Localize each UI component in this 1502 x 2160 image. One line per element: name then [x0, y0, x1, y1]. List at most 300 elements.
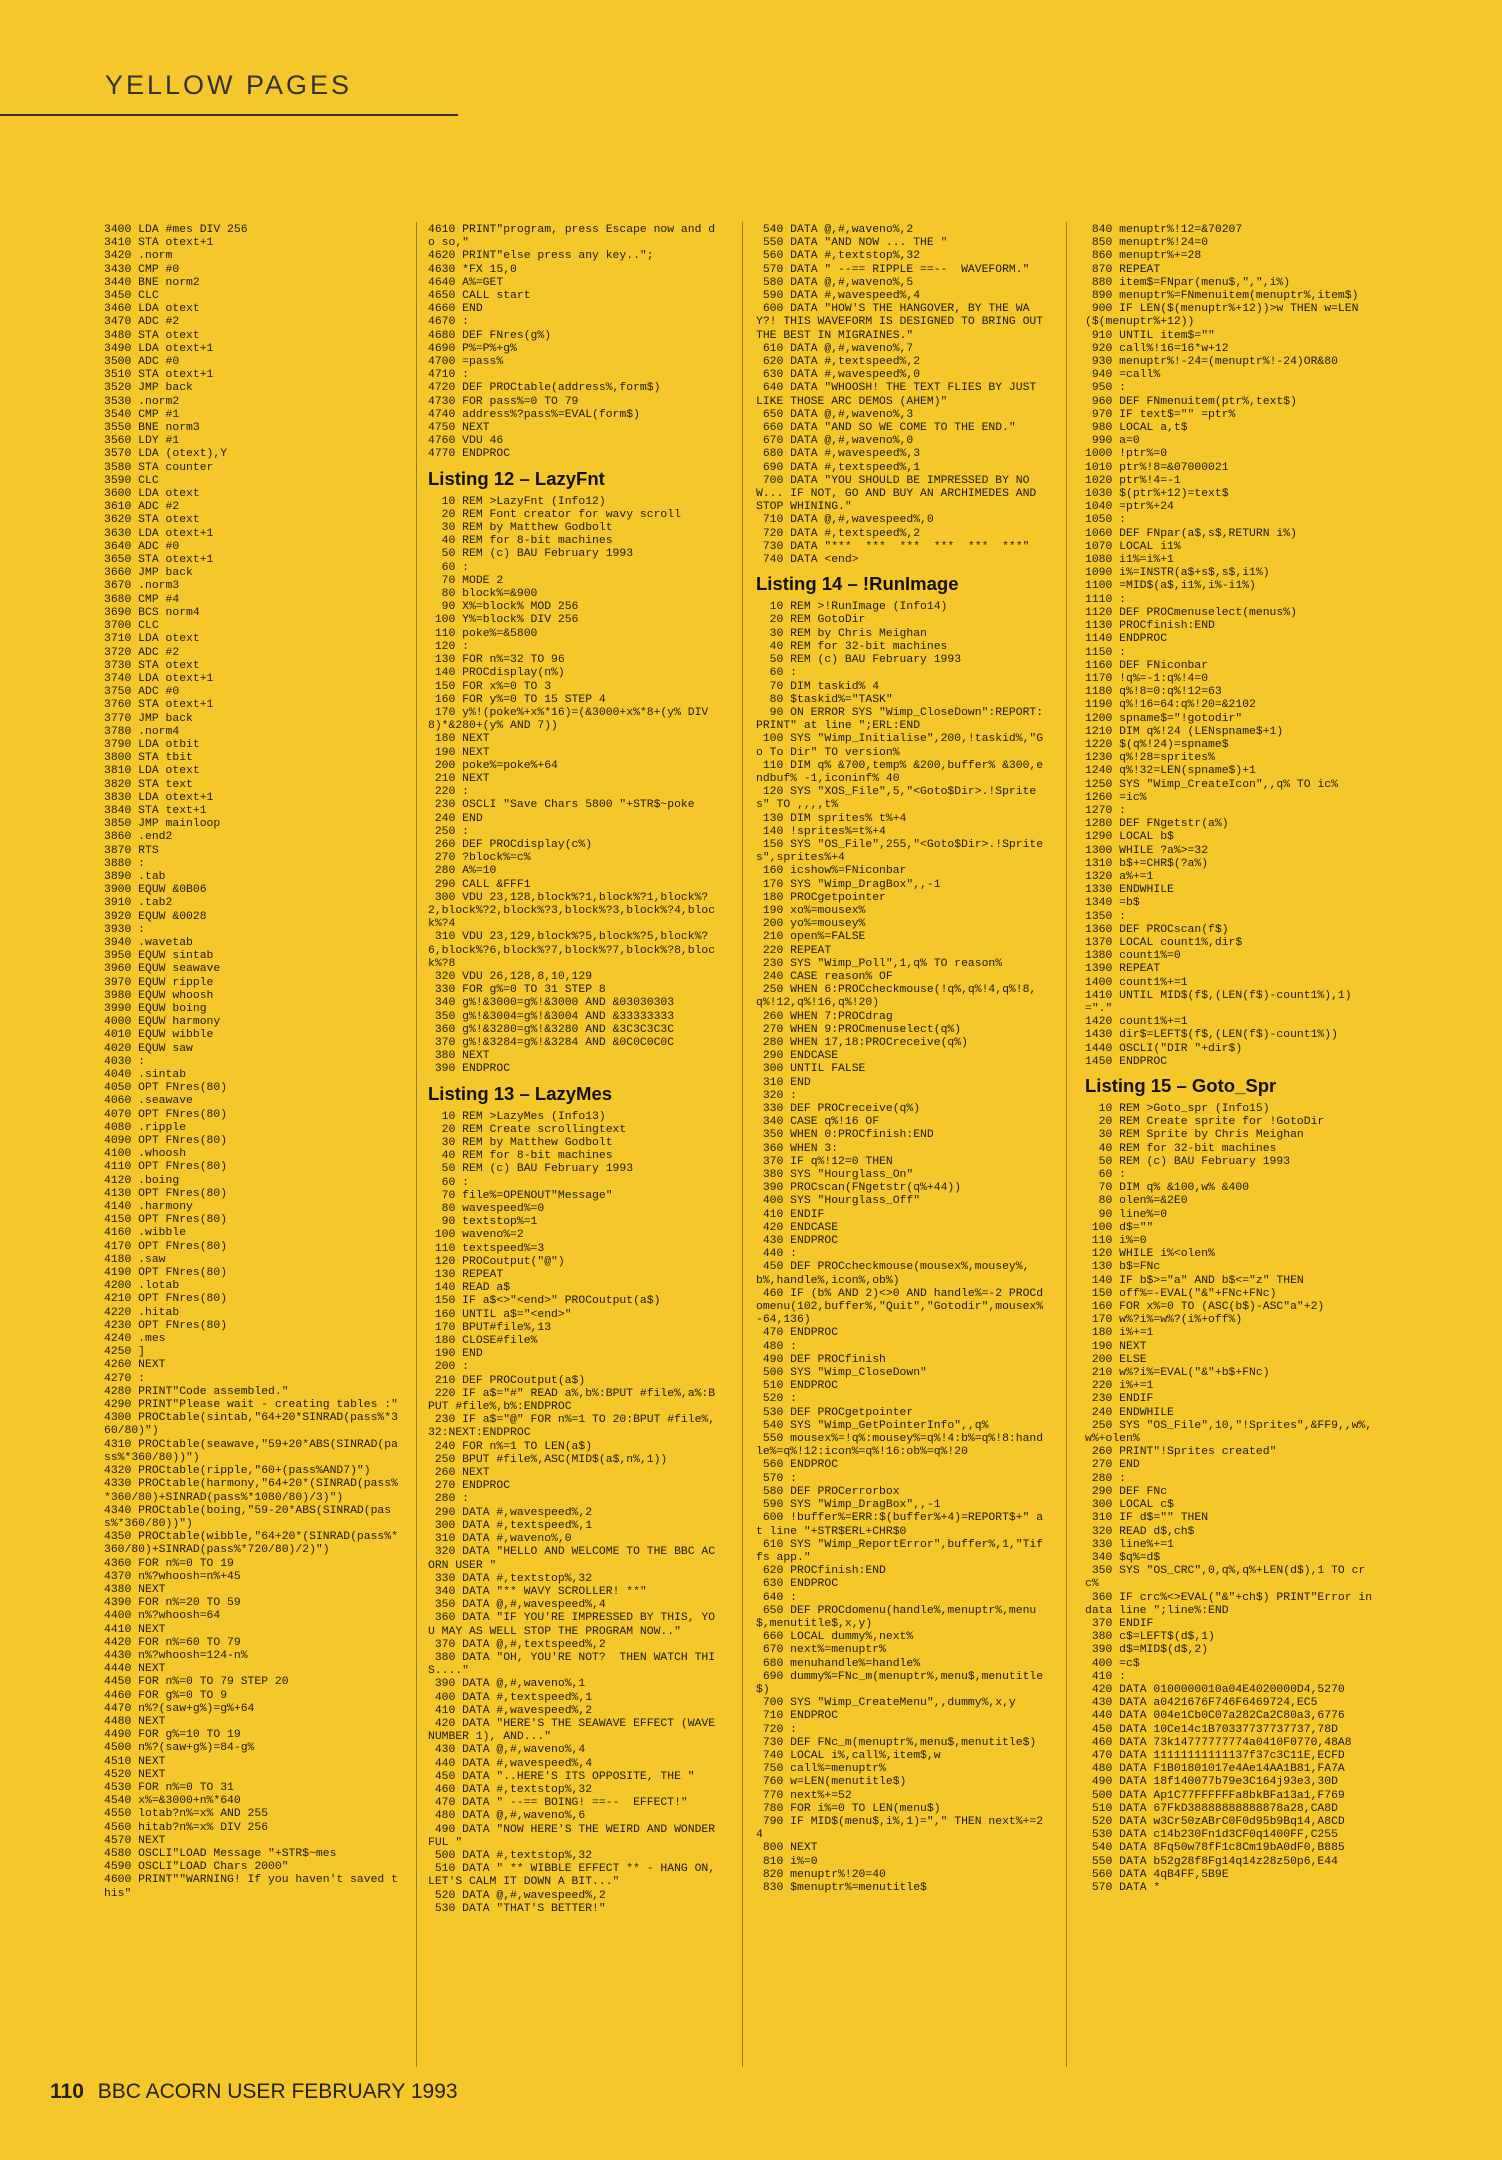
code-line: 390 d$=MID$(d$,2) [1085, 1644, 1209, 1657]
code-line: 890 menuptr%=FNmenuitem(menuptr%,item$) [1085, 290, 1359, 303]
code-line: 4430 n%?whoosh=124-n% [104, 1649, 248, 1662]
code-line: 1240 q%!32=LEN(spname$)+1 [1085, 765, 1256, 778]
code-line: 4710 : [428, 369, 470, 382]
code-line: 70 MODE 2 [428, 574, 504, 587]
code-line: 470 ENDPROC [756, 1327, 839, 1340]
code-line: 4510 NEXT [104, 1755, 166, 1768]
code-line: 3550 BNE norm3 [104, 422, 200, 435]
code-line: 350 DATA @,#,wavespeed%,4 [428, 1599, 606, 1612]
code-line: 3820 STA text [104, 778, 193, 791]
code-line: 1070 LOCAL i1% [1085, 540, 1181, 553]
code-line: 410 DATA #,wavespeed%,2 [428, 1704, 593, 1717]
code-line: 3790 LDA otbit [104, 738, 200, 751]
code-line: 350 SYS "OS_CRC",0,q%,q%+LEN(d$),1 TO crc% [1085, 1565, 1366, 1591]
code-line: 4680 DEF FNres(g%) [428, 329, 552, 342]
code-line: 420 DATA 0100000010a04E4020000D4,5270 [1085, 1683, 1345, 1696]
code-line: 170 SYS "Wimp_DragBox",,-1 [756, 878, 941, 891]
code-line: 490 DATA "NOW HERE'S THE WEIRD AND WONDERFUL " [428, 1823, 716, 1849]
code-line: 20 REM Font creator for wavy scroll [428, 508, 681, 521]
listing-heading: Listing 13 – LazyMes [428, 1082, 613, 1104]
code-line: 150 IF a$<>"<end>" PROCoutput(a$) [428, 1295, 661, 1308]
code-line: 1280 DEF FNgetstr(a%) [1085, 818, 1229, 831]
code-line: 3780 .norm4 [104, 725, 180, 738]
code-line: 4270 : [104, 1372, 146, 1385]
code-line: 3860 .end2 [104, 831, 173, 844]
code-line: 40 REM for 8-bit machines [428, 535, 613, 548]
code-line: 980 LOCAL a,t$ [1085, 422, 1188, 435]
code-line: 4280 PRINT"Code assembled." [104, 1385, 289, 1398]
code-line: 700 DATA "YOU SHOULD BE IMPRESSED BY NOW... IF NOT, GO AND BUY AN ARCHIMEDES AND STOP WHINING." [756, 474, 1044, 514]
code-line: 4300 PROCtable(sintab,"64+20*SINRAD(pass%*360/80)") [104, 1412, 398, 1438]
code-line: 320 READ d$,ch$ [1085, 1525, 1195, 1538]
code-line: 50 REM (c) BAU February 1993 [756, 654, 962, 667]
code-line: 3600 LDA otext [104, 488, 200, 501]
code-line: 170 BPUT#file%,13 [428, 1321, 552, 1334]
code-line: 510 DATA 67FkD38888888888878a28,CA8D [1085, 1802, 1338, 1815]
code-line: 4720 DEF PROCtable(address%,form$) [428, 382, 661, 395]
code-line: 580 DEF PROCerrorbox [756, 1485, 900, 1498]
code-line: 3850 JMP mainloop [104, 818, 221, 831]
code-line: 650 DATA @,#,waveno%,3 [756, 408, 914, 421]
code-line: 4060 .seawave [104, 1095, 193, 1108]
code-line: 370 g%!&3284=g%!&3284 AND &0C0C0C0C [428, 1036, 675, 1049]
code-line: 490 DATA 18f140077b79e3C164j93e3,30D [1085, 1776, 1338, 1789]
code-line: 280 : [428, 1493, 470, 1506]
code-line: 4390 FOR n%=20 TO 59 [104, 1597, 241, 1610]
code-line: 650 DEF PROCdomenu(handle%,menuptr%,menu$,menutitle$,x,y) [756, 1604, 1037, 1630]
code-line: 4290 PRINT"Please wait - creating tables :" [104, 1399, 398, 1412]
code-line: 3420 .norm [104, 250, 173, 263]
code-line: 360 g%!&3280=g%!&3280 AND &3C3C3C3C [428, 1023, 675, 1036]
listing-column-4 [1085, 224, 1379, 1895]
code-line: 10 REM >LazyMes (Info13) [428, 1110, 606, 1123]
code-line: 4150 OPT FNres(80) [104, 1214, 228, 1227]
code-line: 220 i%+=1 [1085, 1380, 1154, 1393]
code-line: 70 file%=OPENOUT"Message" [428, 1189, 613, 1202]
code-line: 4030 : [104, 1055, 146, 1068]
code-line: 4660 END [428, 303, 483, 316]
code-line: 3880 : [104, 857, 146, 870]
code-line: 4590 OSCLI"LOAD Chars 2000" [104, 1861, 289, 1874]
code-line: 860 menuptr%+=28 [1085, 250, 1202, 263]
code-line: 230 IF a$="@" FOR n%=1 TO 20:BPUT #file%,32:NEXT:ENDPROC [428, 1414, 716, 1440]
code-line: 170 y%!(poke%+x%*16)=(&3000+x%*8+(y% DIV 8)*&280+(y% AND 7)) [428, 706, 716, 733]
code-line: 560 DATA 4qB4FF,5B9E [1085, 1868, 1229, 1881]
code-line: 200 ELSE [1085, 1353, 1147, 1366]
code-line: 260 DEF PROCdisplay(c%) [428, 838, 593, 851]
code-line: 4470 n%?(saw+g%)=g%+64 [104, 1702, 255, 1715]
code-line: 100 Y%=block% DIV 256 [428, 614, 579, 627]
code-line: 250 SYS "OS_File",10,"!Sprites",&FF9,,w%,w%+olen% [1085, 1419, 1373, 1446]
code-line: 970 IF text$="" =ptr% [1085, 408, 1236, 421]
code-line: 680 DATA #,wavespeed%,3 [756, 448, 921, 461]
code-line: 320 VDU 26,128,8,10,129 [428, 970, 593, 983]
code-line: 40 REM for 8-bit machines [428, 1150, 613, 1163]
code-line: 180 PROCgetpointer [756, 891, 886, 904]
code-line: 940 =call% [1085, 369, 1161, 382]
code-line: 280 A%=10 [428, 865, 497, 878]
code-line: 3980 EQUW whoosh [104, 989, 214, 1002]
code-line: 190 NEXT [1085, 1340, 1147, 1353]
code-line: 520 DATA @,#,wavespeed%,2 [428, 1889, 606, 1902]
code-line: 770 next%+=52 [756, 1789, 852, 1802]
code-line: 3750 ADC #0 [104, 686, 180, 699]
code-line: 4080 .ripple [104, 1121, 187, 1134]
code-line: 3800 STA tbit [104, 752, 193, 765]
listing-column-3 [756, 224, 1050, 1895]
code-line: 3940 .wavetab [104, 936, 193, 949]
code-line: 3680 CMP #4 [104, 593, 180, 606]
code-line: 850 menuptr%!24=0 [1085, 237, 1209, 250]
code-line: 160 icshow%=FNiconbar [756, 865, 907, 878]
code-line: 4310 PROCtable(seawave,"59+20*ABS(SINRAD(pass%*360/80))") [104, 1438, 398, 1464]
code-line: 4600 PRINT""WARNING! If you haven't saved this" [104, 1874, 398, 1900]
code-line: 460 IF (b% AND 2)<>0 AND handle%=-2 PROCdomenu(102,buffer%,"Quit","Gotodir",mousex%-64,136) [756, 1287, 1044, 1327]
code-line: 810 i%=0 [756, 1855, 818, 1868]
code-line: 610 DATA @,#,waveno%,7 [756, 342, 914, 355]
code-line: 90 line%=0 [1085, 1208, 1168, 1221]
code-line: 700 SYS "Wimp_CreateMenu",,dummy%,x,y [756, 1697, 1016, 1710]
code-line: 110 i%=0 [1085, 1235, 1147, 1248]
code-line: 4140 .harmony [104, 1201, 193, 1214]
code-line: 620 PROCfinish:END [756, 1565, 886, 1578]
code-line: 4220 .hitab [104, 1306, 180, 1319]
column-divider [742, 222, 743, 2067]
code-line: 1060 DEF FNpar(a$,s$,RETURN i%) [1085, 527, 1297, 540]
code-line: 540 SYS "Wimp_GetPointerInfo",,q% [756, 1419, 989, 1432]
code-line: 1320 a%+=1 [1085, 870, 1154, 883]
code-line: 250 BPUT #file%,ASC(MID$(a$,n%,1)) [428, 1453, 668, 1466]
code-line: 4700 =pass% [428, 356, 504, 369]
code-line: 870 REPEAT [1085, 263, 1161, 276]
code-line: 3500 ADC #0 [104, 356, 180, 369]
code-line: 1000 !ptr%=0 [1085, 448, 1168, 461]
code-line: 3480 STA otext [104, 329, 200, 342]
code-line: 210 NEXT [428, 772, 490, 785]
code-line: 370 IF q%!12=0 THEN [756, 1155, 893, 1168]
code-line: 480 DATA @,#,waveno%,6 [428, 1810, 586, 1823]
code-line: 30 REM by Chris Meighan [756, 627, 927, 640]
column-divider [416, 222, 417, 2067]
code-line: 250 WHEN 6:PROCcheckmouse(!q%,q%!4,q%!8,q%!12,q%!16,q%!20) [756, 984, 1037, 1010]
listing-column-1 [104, 224, 404, 1901]
code-line: 4010 EQUW wibble [104, 1029, 214, 1042]
code-line: 290 ENDCASE [756, 1050, 839, 1063]
code-line: 560 DATA #,textstop%,32 [756, 250, 921, 263]
code-line: 1380 count1%=0 [1085, 950, 1181, 963]
page-number: 110 [50, 2080, 84, 2103]
code-line: 3720 ADC #2 [104, 646, 180, 659]
code-line: 530 DATA "THAT'S BETTER!" [428, 1902, 606, 1915]
code-line: 510 DATA " ** WIBBLE EFFECT ** - HANG ON, LET'S CALM IT DOWN A BIT..." [428, 1863, 722, 1889]
code-line: 290 DATA #,wavespeed%,2 [428, 1506, 593, 1519]
code-line: 380 NEXT [428, 1050, 490, 1063]
code-line: 4520 NEXT [104, 1768, 166, 1781]
code-line: 50 REM (c) BAU February 1993 [428, 1163, 634, 1176]
code-line: 720 DATA #,textspeed%,2 [756, 527, 921, 540]
code-line: 1360 DEF PROCscan(f$) [1085, 923, 1229, 936]
code-line: 30 REM by Matthew Godbolt [428, 522, 613, 535]
code-line: 900 IF LEN($(menuptr%+12))>w THEN w=LEN($(menuptr%+12)) [1085, 303, 1359, 329]
code-line: 3430 CMP #0 [104, 263, 180, 276]
code-line: 520 DATA w3Cr50zABrC0F0d95b9Bq14,A8CD [1085, 1815, 1345, 1828]
code-line: 330 line%+=1 [1085, 1538, 1174, 1551]
code-line: 310 IF d$="" THEN [1085, 1512, 1209, 1525]
code-line: 4760 VDU 46 [428, 435, 504, 448]
code-line: 800 NEXT [756, 1842, 818, 1855]
code-line: 4540 x%=&3000+n%*640 [104, 1795, 241, 1808]
code-line: 120 : [428, 640, 470, 653]
code-line: 1050 : [1085, 514, 1127, 527]
code-line: 1030 $(ptr%+12)=text$ [1085, 488, 1229, 501]
code-line: 80 block%=&900 [428, 588, 538, 601]
code-line: 340 CASE q%!16 OF [756, 1116, 880, 1129]
code-line: 380 DATA "OH, YOU'RE NOT? THEN WATCH THIS...." [428, 1651, 716, 1678]
code-line: 150 FOR x%=0 TO 3 [428, 680, 552, 693]
code-line: 100 d$="" [1085, 1221, 1154, 1234]
code-line: 360 DATA "IF YOU'RE IMPRESSED BY THIS, YOU MAY AS WELL STOP THE PROGRAM NOW.." [428, 1612, 716, 1638]
code-line: 1420 count1%+=1 [1085, 1016, 1188, 1029]
code-line: 310 VDU 23,129,block%?5,block%?5,block%?6,block%?6,block%?7,block%?7,block%?8,block%?8 [428, 931, 716, 970]
code-line: 4630 *FX 15,0 [428, 263, 517, 276]
code-line: 220 IF a$="#" READ a%,b%:BPUT #file%,a%:BPUT #file%,b%:ENDPROC [428, 1387, 716, 1414]
code-line: 4200 .lotab [104, 1280, 180, 1293]
code-line: 130 b$=FNc [1085, 1261, 1161, 1274]
code-line: 1120 DEF PROCmenuselect(menus%) [1085, 606, 1297, 619]
code-line: 4400 n%?whoosh=64 [104, 1610, 221, 1623]
code-line: 710 ENDPROC [756, 1710, 839, 1723]
code-line: 530 DATA c14b230Fn1d3CF0q1400FF,C255 [1085, 1829, 1338, 1842]
code-line: 4650 CALL start [428, 290, 531, 303]
code-line: 210 w%?i%=EVAL("&"+b$+FNc) [1085, 1367, 1270, 1380]
code-line: 590 SYS "Wimp_DragBox",,-1 [756, 1499, 941, 1512]
code-line: 370 ENDIF [1085, 1617, 1154, 1630]
code-line: 420 ENDCASE [756, 1221, 839, 1234]
code-line: 3760 STA otext+1 [104, 699, 214, 712]
code-line: 4750 NEXT [428, 422, 490, 435]
code-line: 440 DATA 004e1Cb0C07a282Ca2C80a3,6776 [1085, 1710, 1345, 1723]
code-line: 1110 : [1085, 593, 1127, 606]
code-line: 880 item$=FNpar(menu$,",",i%) [1085, 276, 1291, 289]
code-line: 680 menuhandle%=handle% [756, 1657, 921, 1670]
code-line: 920 call%!16=16*w+12 [1085, 342, 1229, 355]
column-divider [1066, 222, 1067, 2067]
code-line: 4610 PRINT"program, press Escape now and do so," [428, 224, 716, 250]
code-line: 990 a=0 [1085, 435, 1140, 448]
code-line: 190 END [428, 1348, 483, 1361]
code-line: 4370 n%?whoosh=n%+45 [104, 1570, 241, 1583]
code-line: 600 !buffer%=ERR:$(buffer%+4)=REPORT$+" at line "+STR$ERL+CHR$0 [756, 1512, 1044, 1538]
code-line: 340 g%!&3000=g%!&3000 AND &03030303 [428, 997, 675, 1010]
code-line: 4260 NEXT [104, 1359, 166, 1372]
code-line: 690 DATA #,textspeed%,1 [756, 461, 921, 474]
code-line: 110 textspeed%=3 [428, 1242, 545, 1255]
code-line: 4410 NEXT [104, 1623, 166, 1636]
code-line: 1210 DIM q%!24 (LENspname$+1) [1085, 725, 1284, 738]
code-line: 3450 CLC [104, 290, 159, 303]
code-line: 760 w=LEN(menutitle$) [756, 1776, 907, 1789]
code-line: 1020 ptr%!4=-1 [1085, 474, 1181, 487]
code-line: 4500 n%?(saw+g%)=84-g% [104, 1742, 255, 1755]
code-line: 3630 LDA otext+1 [104, 527, 214, 540]
code-line: 440 : [756, 1248, 798, 1261]
code-line: 730 DEF FNc_m(menuptr%,menu$,menutitle$) [756, 1736, 1037, 1749]
code-line: 190 xo%=mousex% [756, 904, 866, 917]
code-line: 4330 PROCtable(harmony,"64+20*(SINRAD(pass%*360/80)+SINRAD(pass%*1080/80)/3)") [104, 1478, 398, 1504]
code-line: 40 REM for 32-bit machines [756, 640, 948, 653]
code-line: 4620 PRINT"else press any key.."; [428, 250, 654, 263]
code-line: 270 ?block%=c% [428, 852, 531, 865]
code-line: 3660 JMP back [104, 567, 193, 580]
code-line: 570 : [756, 1472, 798, 1485]
code-line: 1080 i1%=i%+1 [1085, 554, 1174, 567]
code-line: 10 REM >Goto_spr (Info15) [1085, 1103, 1270, 1115]
code-line: 370 DATA @,#,textspeed%,2 [428, 1638, 606, 1651]
code-line: 4090 OPT FNres(80) [104, 1135, 228, 1148]
code-line: 4340 PROCtable(boing,"59-20*ABS(SINRAD(pass%*360/80))") [104, 1504, 392, 1530]
code-line: 3900 EQUW &0B06 [104, 884, 207, 897]
code-line: 740 LOCAL i%,call%,item$,w [756, 1749, 941, 1762]
code-line: 590 DATA #,wavespeed%,4 [756, 290, 921, 303]
code-line: 270 END [1085, 1459, 1140, 1472]
code-line: 520 : [756, 1393, 798, 1406]
code-line: 3520 JMP back [104, 382, 193, 395]
code-line: 50 REM (c) BAU February 1993 [1085, 1155, 1291, 1168]
code-line: 4070 OPT FNres(80) [104, 1108, 228, 1121]
code-line: 1450 ENDPROC [1085, 1055, 1168, 1068]
code-line: 3920 EQUW &0028 [104, 910, 207, 923]
code-line: 3620 STA otext [104, 514, 200, 527]
code-line: 210 DEF PROCoutput(a$) [428, 1374, 586, 1387]
code-line: 4490 FOR g%=10 TO 19 [104, 1729, 241, 1742]
code-line: 660 DATA "AND SO WE COME TO THE END." [756, 422, 1016, 435]
code-line: 180 CLOSE#file% [428, 1335, 538, 1348]
code-line: 160 FOR y%=0 TO 15 STEP 4 [428, 693, 606, 706]
code-line: 80 $taskid%="TASK" [756, 693, 893, 706]
code-line: 4160 .wibble [104, 1227, 187, 1240]
code-line: 160 UNTIL a$="<end>" [428, 1308, 572, 1321]
code-line: 3400 LDA #mes DIV 256 [104, 224, 248, 236]
code-line: 4120 .boing [104, 1174, 180, 1187]
code-line: 470 DATA " --== BOING! ==-- EFFECT!" [428, 1797, 688, 1810]
code-line: 90 ON ERROR SYS "Wimp_CloseDown":REPORT:PRINT" at line ";ERL:END [756, 706, 1044, 733]
code-line: 930 menuptr%!-24=(menuptr%!-24)OR&80 [1085, 356, 1338, 369]
code-line: 290 CALL &FFF1 [428, 878, 531, 891]
code-line: 190 NEXT [428, 746, 490, 759]
code-line: 330 DEF PROCreceive(q%) [756, 1103, 921, 1115]
code-line: 510 ENDPROC [756, 1380, 839, 1393]
code-line: 4180 .saw [104, 1253, 166, 1266]
code-line: 280 WHEN 17,18:PROCreceive(q%) [756, 1036, 968, 1049]
code-line: 3530 .norm2 [104, 395, 180, 408]
code-line: 130 DIM sprites% t%+4 [756, 812, 907, 825]
code-line: 60 : [1085, 1169, 1127, 1182]
code-line: 4110 OPT FNres(80) [104, 1161, 228, 1174]
code-line: 3590 CLC [104, 474, 159, 487]
code-line: 500 DATA #,textstop%,32 [428, 1849, 593, 1862]
code-line: 1040 =ptr%+24 [1085, 501, 1174, 514]
code-line: 950 : [1085, 382, 1127, 395]
code-line: 340 DATA "** WAVY SCROLLER! **" [428, 1585, 647, 1598]
code-line: 4000 EQUW harmony [104, 1016, 221, 1029]
code-line: 280 : [1085, 1472, 1127, 1485]
code-line: 3670 .norm3 [104, 580, 180, 593]
code-line: 660 LOCAL dummy%,next% [756, 1631, 914, 1644]
code-line: 390 PROCscan(FNgetstr(q%+44)) [756, 1182, 962, 1195]
code-line: 1220 $(q%!24)=spname$ [1085, 738, 1229, 751]
code-line: 560 ENDPROC [756, 1459, 839, 1472]
code-line: 310 END [756, 1076, 811, 1089]
code-line: 180 NEXT [428, 733, 490, 746]
code-line: 710 DATA @,#,wavespeed%,0 [756, 514, 934, 527]
code-line: 3770 JMP back [104, 712, 193, 725]
code-line: 470 DATA 11111111111137f37c3C11E,ECFD [1085, 1749, 1345, 1762]
code-line: 840 menuptr%!12=&70207 [1085, 224, 1243, 236]
code-line: 140 PROCdisplay(n%) [428, 667, 565, 680]
code-line: 3930 : [104, 923, 146, 936]
code-line: 90 X%=block% MOD 256 [428, 601, 579, 614]
code-line: 240 FOR n%=1 TO LEN(a$) [428, 1440, 593, 1453]
code-line: 430 ENDPROC [756, 1235, 839, 1248]
code-line: 340 $q%=d$ [1085, 1551, 1161, 1564]
code-line: 3960 EQUW seawave [104, 963, 221, 976]
code-line: 3440 BNE norm2 [104, 276, 200, 289]
code-line: 240 END [428, 812, 483, 825]
code-line: 3890 .tab [104, 870, 166, 883]
code-line: 320 : [756, 1089, 798, 1102]
code-line: 150 off%=-EVAL("&"+FNc+FNc) [1085, 1287, 1277, 1300]
code-line: 220 REPEAT [756, 944, 832, 957]
code-line: 120 PROCoutput("@") [428, 1255, 565, 1268]
code-line: 4050 OPT FNres(80) [104, 1082, 228, 1095]
code-line: 420 DATA "HERE'S THE SEAWAVE EFFECT (WAVE NUMBER 1), AND..." [428, 1717, 722, 1744]
code-line: 90 textstop%=1 [428, 1216, 538, 1229]
code-line: 480 DATA F1B01801017e4Ae14AA1B81,FA7A [1085, 1763, 1345, 1776]
code-line: 3870 RTS [104, 844, 159, 857]
code-line: 3610 ADC #2 [104, 501, 180, 514]
code-line: 570 DATA * [1085, 1881, 1161, 1894]
code-line: 1350 : [1085, 910, 1127, 923]
code-line: 30 REM Sprite by Chris Meighan [1085, 1129, 1304, 1142]
code-line: 4130 OPT FNres(80) [104, 1187, 228, 1200]
publication-line: BBC ACORN USER FEBRUARY 1993 [97, 2080, 458, 2103]
code-line: 300 UNTIL FALSE [756, 1063, 866, 1076]
code-line: 430 DATA @,#,waveno%,4 [428, 1744, 586, 1757]
code-line: 3510 STA otext+1 [104, 369, 214, 382]
code-line: 640 : [756, 1591, 798, 1604]
code-line: 20 REM Create scrollingtext [428, 1123, 627, 1136]
code-line: 830 $menuptr%=menutitle$ [756, 1881, 927, 1894]
code-line: 480 : [756, 1340, 798, 1353]
code-line: 1190 q%!16=64:q%!20=&2102 [1085, 699, 1256, 712]
code-line: 110 poke%=&5800 [428, 627, 538, 640]
code-line: 80 olen%=&2E0 [1085, 1195, 1188, 1208]
code-line: 130 REPEAT [428, 1269, 504, 1282]
code-line: 270 WHEN 9:PROCmenuselect(q%) [756, 1023, 962, 1036]
listing-column-2 [428, 224, 722, 1916]
code-line: 320 DATA "HELLO AND WELCOME TO THE BBC ACORN USER " [428, 1546, 716, 1572]
code-line: 60 : [756, 667, 798, 680]
code-line: 310 DATA #,waveno%,0 [428, 1533, 572, 1546]
code-line: 3410 STA otext+1 [104, 237, 214, 250]
code-line: 550 mousex%=!q%:mousey%=q%!4:b%=q%!8:handle%=q%!12:icon%=q%!16:ob%=q%!20 [756, 1433, 1044, 1459]
code-line: 4740 address%?pass%=EVAL(form$) [428, 408, 640, 421]
header-rule [0, 114, 458, 116]
code-line: 140 !sprites%=t%+4 [756, 825, 886, 838]
code-line: 20 REM GotoDir [756, 614, 866, 627]
code-line: 1180 q%!8=0:q%!12=63 [1085, 686, 1222, 699]
code-line: 4190 OPT FNres(80) [104, 1267, 228, 1280]
